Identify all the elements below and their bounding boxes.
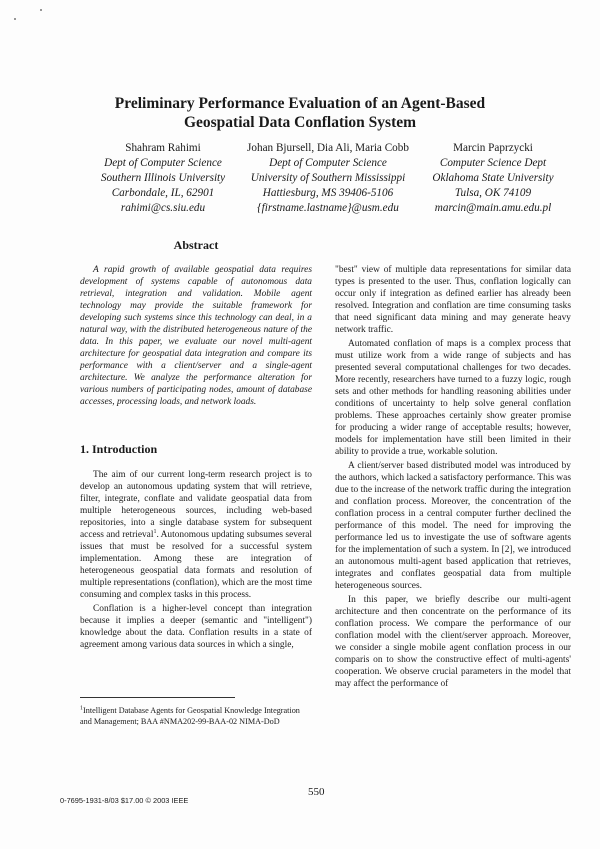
author-org: Southern Illinois University xyxy=(100,172,226,184)
scan-speck xyxy=(14,18,16,20)
introduction-body xyxy=(80,469,312,651)
introduction-paragraph-1-text-cont: . Autonomous updating subsumes several issues that must be resolved for a successful system implementation. Among these are integration of heterogeneous geospatial data formats and resolution of multiple representations (conflation), which are the most time consuming and complex tasks in this process. xyxy=(80,530,312,600)
author-dept: Dept of Computer Science xyxy=(104,157,222,169)
paper-title-line-1: Preliminary Performance Evaluation of an Agent-Based xyxy=(114,95,486,112)
author-city: Hattiesburg, MS 39406-5106 xyxy=(262,187,394,199)
footnote-mark: 1 xyxy=(80,705,83,712)
author-name: Marcin Paprzycki xyxy=(453,142,533,154)
author-name: Johan Bjursell, Dia Ali, Maria Cobb xyxy=(247,142,409,154)
introduction-paragraph-2: Conflation is a higher-level concept than integration because it implies a deeper (semantic and "intelligent") knowledge about the data. Conflation results in a state of agreement among various data sources in which a single, xyxy=(80,604,312,650)
author-org: Oklahoma State University xyxy=(432,172,554,184)
author-email: {firstname.lastname}@usm.edu xyxy=(257,202,399,214)
author-org: University of Southern Mississippi xyxy=(250,172,406,184)
footnote-ref: 1 xyxy=(153,528,157,535)
author-city: Carbondale, IL, 62901 xyxy=(111,187,215,199)
abstract-section xyxy=(80,264,312,408)
author-block-2 xyxy=(238,141,418,216)
abstract-heading: Abstract xyxy=(173,238,219,252)
introduction-paragraph-1-text: The aim of our current long-term research project is to develop an autonomous updating system that will retrieve, filter, integrate, conflate and validate geospatial data from multiple heterogeneous sources, including web-based repositories, into a single database system for subsequent access and retrieval xyxy=(80,470,312,540)
right-column xyxy=(335,264,571,690)
abstract-text: A rapid growth of available geospatial data requires development of systems capable of autonomous data retrieval, integration and validation. Mobile agent technology may provide the suitable framework for developing such systems since this technology can deal, in a natural way, with the distributed heterogeneous nature of the data. In this paper, we evaluate our novel multi-agent architecture for geospatial data integration and compare its performance with a client/server and a single-agent architecture. We analyze the performance alteration for various numbers of participating nodes, amount of database accesses, processing loads, and network loads. xyxy=(80,265,312,407)
right-paragraph-3: A client/server based distributed model was introduced by the authors, which lacked a satisfactory performance. This was due to the increase of the network traffic during the integration and conflation process. Moreover, the concentration of the conflation process in a central computer further declined the performance of this model. The need for improving the performance led us to investigate the use of software agents for the implementation of such a system. In [2], we introduced an autonomous multi-agent based application that retrieves, integrates and conflates geospatial data from multiple heterogeneous sources. xyxy=(335,461,571,591)
page-number: 550 xyxy=(308,786,325,798)
introduction-paragraph-1 xyxy=(80,469,312,601)
author-block-1 xyxy=(78,141,248,216)
introduction-heading: 1. Introduction xyxy=(80,442,158,456)
author-dept: Computer Science Dept xyxy=(439,157,547,169)
footnote-text: Intelligent Database Agents for Geospatial Knowledge Integration and Management; BAA #NMA202-99-BAA-02 NIMA-DoD xyxy=(80,706,300,726)
author-email: rahimi@cs.siu.edu xyxy=(120,202,206,214)
right-paragraph-2: Automated conflation of maps is a complex process that must utilize work from a wide range of subjects and has presented several computational challenges for two decades. More recently, researchers have turned to a fuzzy logic, rough sets and other methods for handling reasoning abilities under conditions of uncertainty to help solve general conflation problems. These approaches certainly show greater promise for producing a wider range of acceptable results; however, models for implementation have still been limited in their ability to provide a true, workable solution. xyxy=(335,339,571,457)
author-city: Tulsa, OK 74109 xyxy=(454,187,532,199)
right-paragraph-1: "best" view of multiple data representations for similar data types is presented to the user. Thus, conflation logically can occur only if integration as defined earlier has already been resolved. Integration and conflation are time consuming tasks that need significant data mining and may generate heavy network traffic. xyxy=(335,265,571,335)
footnote xyxy=(80,705,312,727)
author-email: marcin@main.amu.edu.pl xyxy=(434,202,552,214)
author-dept: Dept of Computer Science xyxy=(269,157,387,169)
author-block-3 xyxy=(408,141,578,216)
paper-title xyxy=(60,94,540,132)
scan-speck xyxy=(40,9,42,11)
copyright-line: 0-7695-1931-8/03 $17.00 © 2003 IEEE xyxy=(60,796,189,805)
paper-title-line-2: Geospatial Data Conflation System xyxy=(183,114,417,131)
author-name: Shahram Rahimi xyxy=(125,142,201,154)
footnote-rule xyxy=(80,697,235,698)
right-paragraph-4: In this paper, we briefly describe our multi-agent architecture and then concentrate on the performance of its conflation process. We compare the performance of our conflation model with the client/server approach. Moreover, we consider a single mobile agent conflation process in our comparis on to show the constructive effect of multi-agents' cooperation. We observe crucial parameters in the model that may affect the performance of xyxy=(335,595,571,689)
